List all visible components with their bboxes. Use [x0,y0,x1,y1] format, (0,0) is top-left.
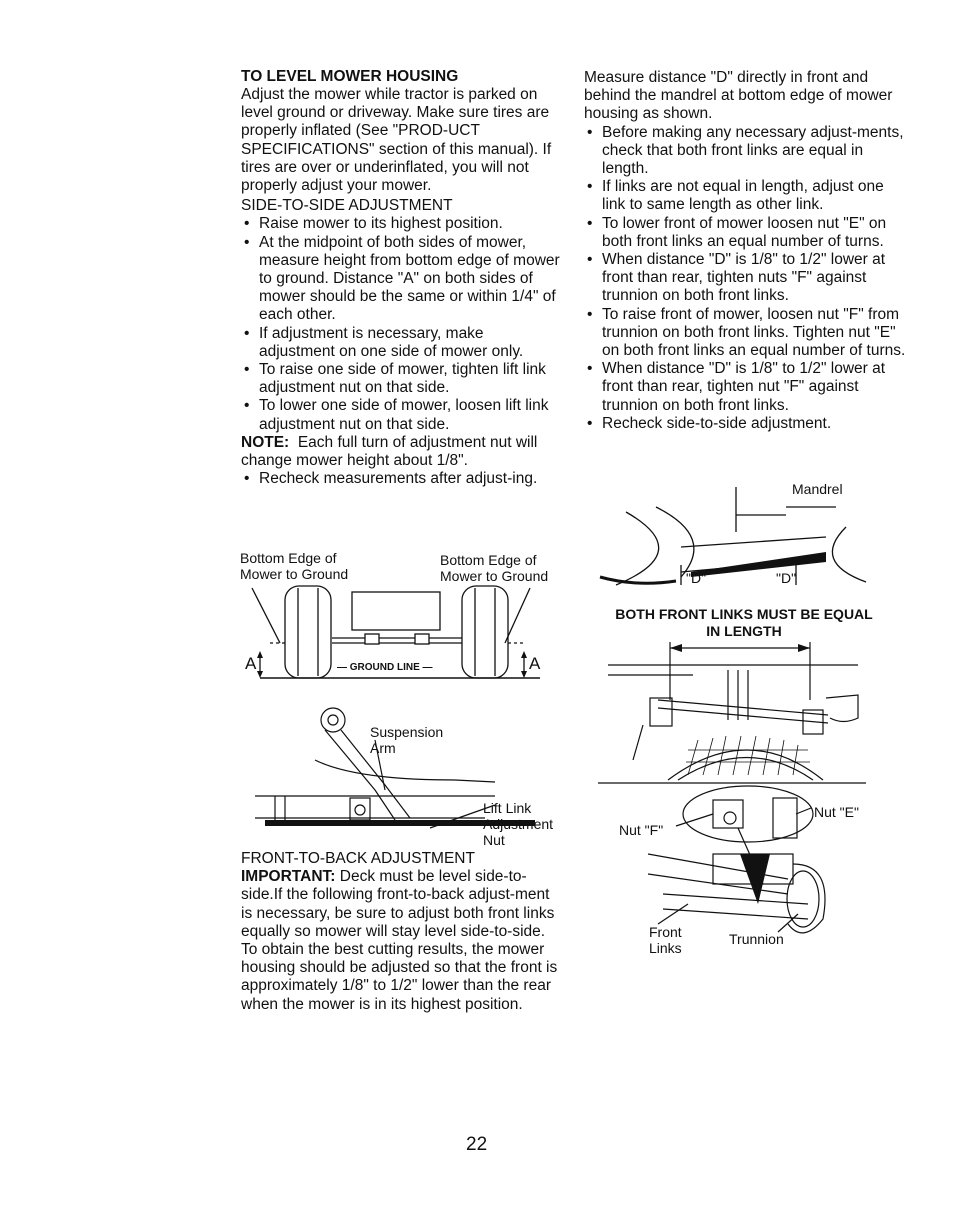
front-to-back-subheading: FRONT-TO-BACK ADJUSTMENT [241,850,475,867]
left-column [241,67,563,488]
mandrel-label: Mandrel [792,481,843,497]
list-item: • At the midpoint of both sides of mower, measure height from bottom edge of mower to ground. Distance "A" on both sides of mower should be the same or within 1/4" of each other. [241,234,563,325]
distance-d-rear: "D" [776,570,797,586]
list-item: • If adjustment is necessary, make adjustment on one side of mower only. [241,325,563,361]
side-to-side-steps [241,215,563,433]
list-item: • Recheck measurements after adjust-ing. [241,470,563,488]
list-item: • To raise front of mower, loosen nut "F" from trunnion on both front links. Tighten nut "E" on both front links an equal number of turns. [584,306,906,361]
front-to-back-steps [584,124,906,433]
list-item: • To lower one side of mower, loosen lift link adjustment nut on that side. [241,397,563,433]
note-text: Each full turn of adjustment nut will change mower height about 1/8". [241,433,538,470]
list-item: • When distance "D" is 1/8" to 1/2" lower at front than rear, tighten nuts "F" against trunnion on both front links. [584,251,906,306]
intro-paragraph: Adjust the mower while tractor is parked on level ground or driveway. Make sure tires are properly inflated (See "PROD-UCT SPECIFICATIONS" section of this manual). If tires are over or underinflated, you will not properly adjust your mower. [241,86,552,195]
distance-a-right: A [529,654,541,673]
ground-line-figure [240,548,565,686]
distance-a-left: A [245,654,257,673]
suspension-arm-label: Suspension Arm [370,724,444,756]
page-number: 22 [466,1134,488,1155]
side-to-side-subheading: SIDE-TO-SIDE ADJUSTMENT [241,197,453,215]
suspension-arm-figure [255,700,570,850]
list-item: • To lower front of mower loosen nut "E" on both front links an equal number of turns. [584,215,906,251]
list-item: • Raise mower to its highest position. [241,215,563,233]
list-item: • If links are not equal in length, adjust one link to same length as other link. [584,178,906,214]
front-links-figure [598,640,866,785]
list-item: • Before making any necessary adjust-ments, check that both front links are equal in length. [584,124,906,179]
important-label: IMPORTANT: [241,868,336,886]
nut-f-label: Nut "F" [619,822,664,838]
important-text: Deck must be level side-to-side.If the following front-to-back adjust-ment is necessary, be sure to adjust both front links equally so mower will stay level side-to-side. [241,868,555,940]
links-caption: BOTH FRONT LINKS MUST BE EQUAL IN LENGTH [615,606,873,639]
list-item: • When distance "D" is 1/8" to 1/2" lower at front than rear, tighten nut "F" against trunnion on both front links. [584,360,906,415]
right-column [584,69,906,433]
note [241,434,563,470]
front-links-illustration [598,640,866,785]
distance-d-front: "D" [686,570,707,586]
note-label: NOTE: [241,433,290,451]
list-item: • To raise one side of mower, tighten lift link adjustment nut on that side. [241,361,563,397]
mandrel-figure [596,477,871,589]
front-links-label: Front Links [649,924,682,956]
bottom-edge-label-left: Bottom Edge of Mower to Ground [240,550,349,582]
nut-e-label: Nut "E" [814,804,859,820]
list-item: • Recheck side-to-side adjustment. [584,415,906,433]
nuts-trunnion-figure [618,784,878,959]
measure-paragraph: Measure distance "D" directly in front and behind the mandrel at bottom edge of mower housing as shown. [584,69,893,123]
section-heading: TO LEVEL MOWER HOUSING [241,68,459,85]
bottom-edge-label-right: Bottom Edge of Mower to Ground [440,552,549,584]
front-to-back-section [241,850,563,1014]
recheck-steps [241,470,563,488]
trunnion-label: Trunnion [729,931,784,947]
closing-paragraph: To obtain the best cutting results, the mower housing should be adjusted so that the front is approximately 1/8" to 1/2" lower than the rear when the mower is in its highest position. [241,941,558,1013]
important-note [241,868,563,941]
ground-line-label: — GROUND LINE — [335,660,435,676]
lift-link-label: Lift Link Adjustment Nut [483,800,554,848]
